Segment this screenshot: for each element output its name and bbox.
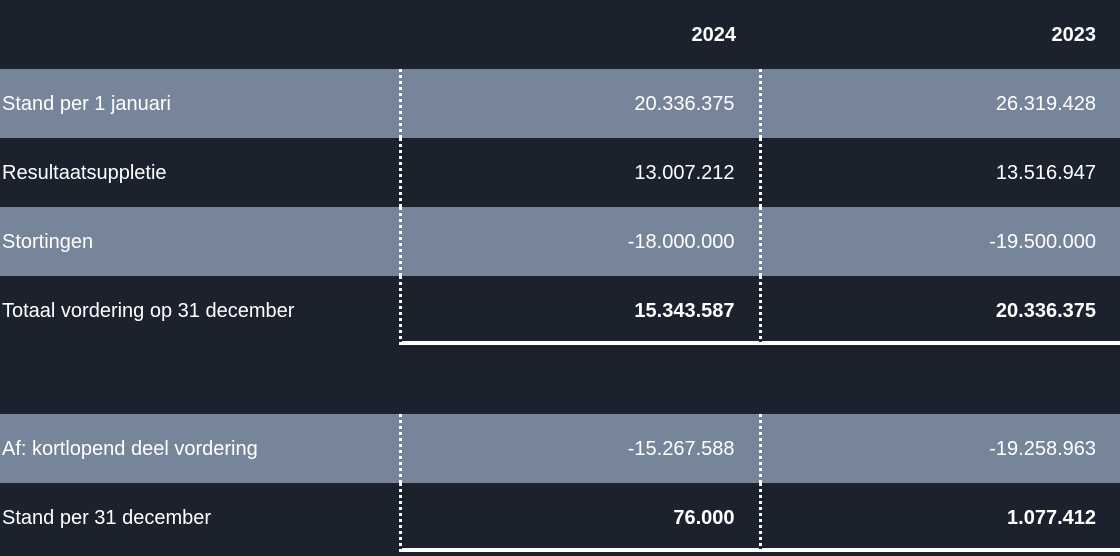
column-header-2023: 2023 bbox=[760, 0, 1120, 69]
table-header-row bbox=[0, 0, 1120, 69]
table-body bbox=[0, 69, 1120, 552]
row-value-2023: 13.516.947 bbox=[760, 138, 1120, 207]
row-value-2024: -15.267.588 bbox=[400, 414, 760, 483]
row-value-2023: -19.258.963 bbox=[760, 414, 1120, 483]
column-header-2024: 2024 bbox=[400, 0, 760, 69]
row-value-2023: 26.319.428 bbox=[760, 69, 1120, 138]
row-label: Totaal vordering op 31 december bbox=[0, 276, 400, 345]
row-value-2024: 15.343.587 bbox=[400, 276, 760, 345]
row-value-2024: 20.336.375 bbox=[400, 69, 760, 138]
row-value-2023: -19.500.000 bbox=[760, 207, 1120, 276]
row-value-2024: 76.000 bbox=[400, 483, 760, 552]
spacer-cell-2023 bbox=[760, 345, 1120, 414]
row-label: Stand per 31 december bbox=[0, 483, 400, 552]
spacer-cell-2024 bbox=[400, 345, 760, 414]
row-label: Af: kortlopend deel vordering bbox=[0, 414, 400, 483]
table-row bbox=[0, 414, 1120, 483]
row-value-2023: 1.077.412 bbox=[760, 483, 1120, 552]
spacer-cell-label bbox=[0, 345, 400, 414]
table-row-total bbox=[0, 483, 1120, 552]
row-label: Resultaatsuppletie bbox=[0, 138, 400, 207]
row-value-2024: -18.000.000 bbox=[400, 207, 760, 276]
table-row bbox=[0, 69, 1120, 138]
table-row-total bbox=[0, 276, 1120, 345]
table-row bbox=[0, 207, 1120, 276]
row-value-2024: 13.007.212 bbox=[400, 138, 760, 207]
table-row bbox=[0, 138, 1120, 207]
table-spacer-row bbox=[0, 345, 1120, 414]
row-label: Stortingen bbox=[0, 207, 400, 276]
column-header-label bbox=[0, 0, 400, 69]
row-label: Stand per 1 januari bbox=[0, 69, 400, 138]
row-value-2023: 20.336.375 bbox=[760, 276, 1120, 345]
